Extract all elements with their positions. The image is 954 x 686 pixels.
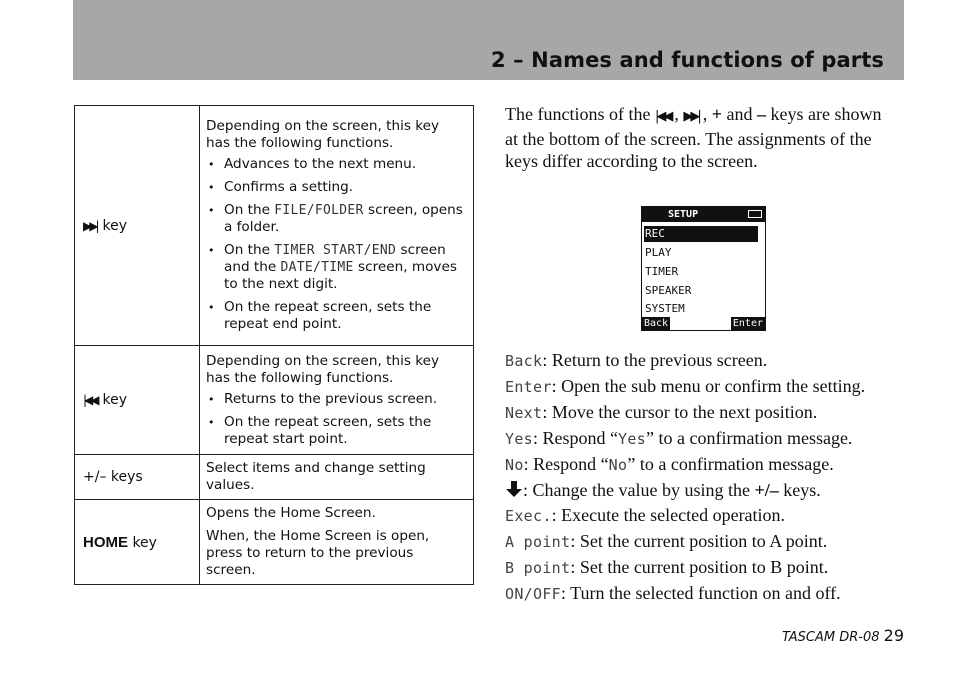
battery-icon	[748, 210, 762, 218]
text: : Open the sub menu or confirm the setting.	[551, 376, 866, 396]
table-row	[75, 106, 474, 346]
list-item: • On the repeat screen, sets the repeat start point.	[206, 414, 463, 448]
lcd-text: Back	[505, 352, 543, 370]
text: : Respond “	[523, 454, 609, 474]
home-key-name: HOME	[83, 533, 128, 551]
page-title: 2 – Names and functions of parts	[491, 48, 884, 72]
lcd-text: TIMER START/END	[274, 243, 397, 258]
lcd-text: Exec.	[505, 507, 552, 525]
list-item	[505, 529, 925, 555]
key-cell-skip-back	[75, 346, 200, 455]
text: : Set the current position to A point.	[570, 531, 828, 551]
paragraph: When, the Home Screen is open, press to return to the previous screen.	[206, 528, 430, 578]
page-footer	[782, 626, 904, 645]
skip-back-icon: |◀◀	[83, 393, 97, 407]
list-item	[206, 242, 463, 293]
text: The functions of the	[505, 104, 651, 124]
lcd-text: Next	[505, 404, 543, 422]
skip-forward-icon: ▶▶|	[83, 218, 97, 233]
key-functions-table	[74, 105, 474, 585]
bullet-list	[206, 156, 463, 333]
down-arrow-icon	[505, 480, 523, 498]
list-item: • Returns to the previous screen.	[206, 391, 463, 408]
list-item	[505, 452, 925, 478]
key-label: key	[102, 217, 128, 234]
plus-symbol: +	[711, 104, 722, 124]
text: ,	[702, 104, 708, 124]
minus-symbol: –	[756, 104, 766, 124]
skip-back-icon: |◀◀	[654, 109, 671, 124]
list-item	[505, 581, 925, 607]
screen-menu-item: SYSTEM	[645, 302, 685, 315]
text: On the	[224, 202, 270, 218]
lcd-text: FILE/FOLDER	[274, 203, 364, 218]
text: screen, opens a folder.	[224, 202, 463, 235]
softkey-functions-list	[505, 348, 925, 607]
screen-menu-item: SPEAKER	[645, 284, 692, 297]
key-label: key	[102, 392, 128, 408]
footer-brand: TASCAM DR-08	[782, 630, 880, 645]
list-item	[505, 400, 925, 426]
table-row	[75, 346, 474, 455]
lcd-text: ON/OFF	[505, 585, 561, 603]
device-screen-illustration	[641, 206, 766, 331]
text: and	[726, 104, 753, 124]
text: screen, moves to the next digit.	[224, 259, 457, 292]
screen-menu-item: REC	[644, 226, 758, 242]
text: : Execute the selected operation.	[551, 505, 786, 525]
lcd-text: B point	[505, 559, 571, 577]
list-item	[505, 478, 925, 503]
description-cell	[200, 106, 474, 346]
description-intro: Depending on the screen, this key has the following functions.	[206, 118, 440, 151]
list-item	[505, 503, 925, 529]
text: ” to a confirmation message.	[627, 454, 834, 474]
table-row	[75, 455, 474, 500]
header-band	[73, 0, 904, 80]
lcd-text: Yes	[505, 430, 533, 448]
list-item	[206, 202, 463, 236]
description-cell	[200, 346, 474, 455]
description-intro: Depending on the screen, this key has the following functions.	[206, 352, 440, 386]
list-item: • Advances to the next menu.	[206, 156, 463, 173]
bullet-list	[206, 391, 463, 448]
text: ” to a confirmation message.	[646, 428, 853, 448]
description-cell: Select items and change setting values.	[200, 455, 474, 500]
list-item	[505, 348, 925, 374]
lcd-text: Yes	[618, 430, 646, 448]
text: ,	[674, 104, 679, 124]
text: : Return to the previous screen.	[542, 350, 768, 370]
screen-softkey-back: Back	[644, 318, 669, 329]
description-cell	[200, 500, 474, 585]
text: keys.	[778, 480, 821, 500]
text: : Respond “	[533, 428, 618, 448]
list-item: • Confirms a setting.	[206, 179, 463, 196]
text: : Change the value by using the	[523, 480, 755, 500]
list-item	[505, 426, 925, 452]
key-label: key	[132, 534, 157, 551]
skip-forward-icon: ▶▶|	[683, 109, 699, 124]
plus-minus-symbol: +/–	[754, 480, 779, 500]
text: : Turn the selected function on and off.	[561, 583, 841, 603]
screen-softkey-enter: Enter	[732, 318, 763, 329]
text: : Set the current position to B point.	[570, 557, 829, 577]
paragraph: Opens the Home Screen.	[206, 505, 376, 521]
text: On the	[224, 242, 270, 258]
table-row	[75, 500, 474, 585]
screen-menu-item: PLAY	[645, 246, 672, 259]
lcd-text: Enter	[505, 378, 552, 396]
lcd-text: A point	[505, 533, 571, 551]
screen-menu-item: TIMER	[645, 265, 679, 278]
text: keys are shown at the bottom of the screen. The assignments of the keys differ according to the screen.	[505, 104, 882, 171]
list-item: • On the repeat screen, sets the repeat end point.	[206, 299, 463, 333]
screen-title-bar	[642, 207, 765, 222]
key-label: +/– keys	[83, 469, 143, 485]
list-item	[505, 374, 925, 400]
key-cell-plus-minus	[75, 455, 200, 500]
page-number: 29	[883, 626, 904, 645]
key-cell-skip-forward	[75, 106, 200, 346]
lcd-text: DATE/TIME	[280, 260, 354, 275]
screen-title: SETUP	[668, 209, 699, 220]
text: : Move the cursor to the next position.	[542, 402, 818, 422]
lcd-text: No	[505, 456, 524, 474]
list-item	[505, 555, 925, 581]
text: screen and the	[224, 242, 446, 275]
intro-paragraph	[505, 103, 895, 172]
key-cell-home	[75, 500, 200, 585]
lcd-text: No	[608, 456, 628, 474]
